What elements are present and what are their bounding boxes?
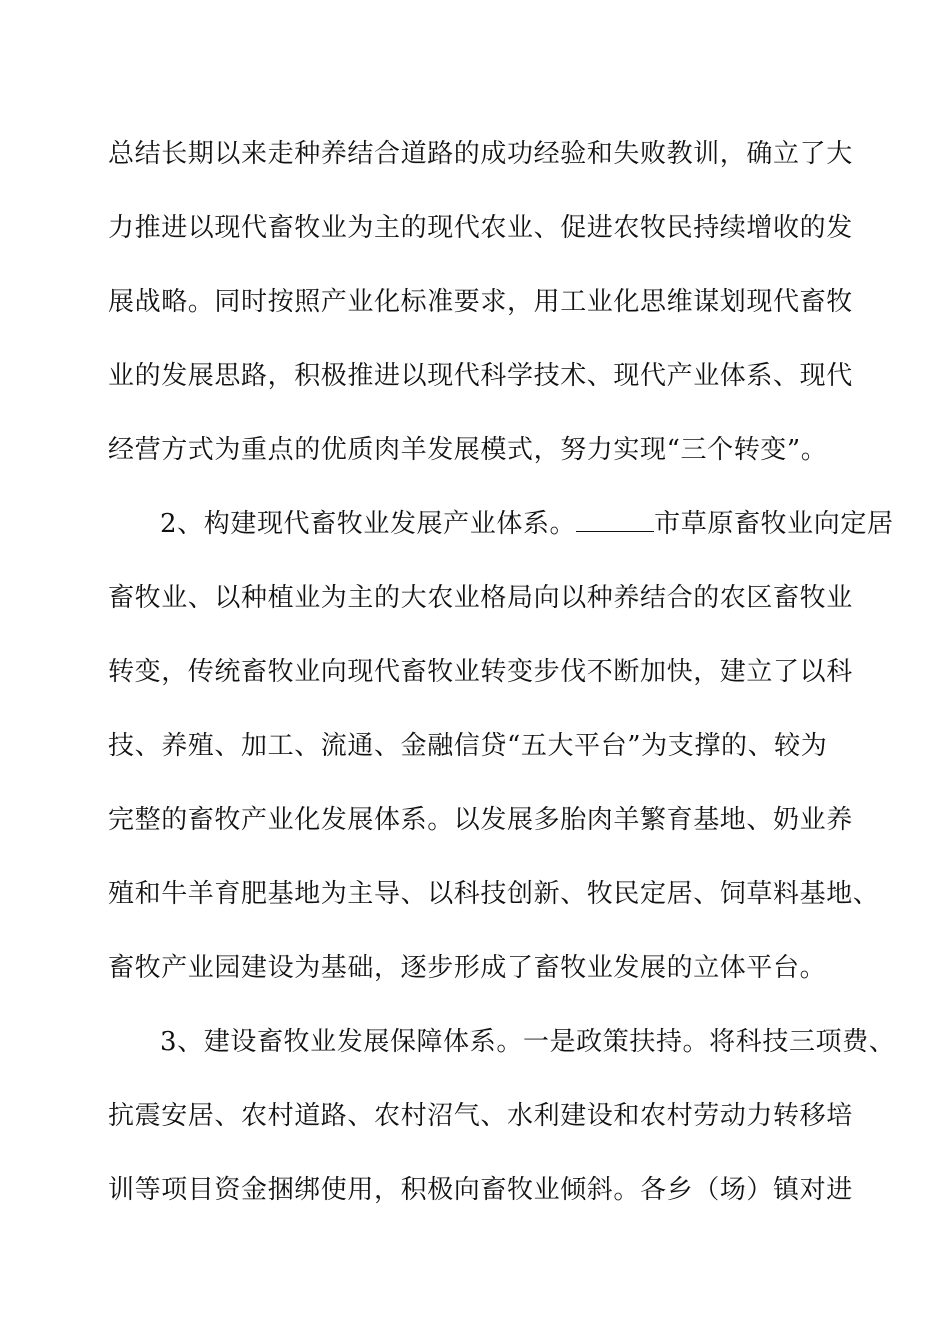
paragraph-line: 完整的畜牧产业化发展体系。以发展多胎肉羊繁育基地、奶业养: [108, 805, 853, 835]
blank-underline: [576, 509, 654, 532]
paragraph-line: 总结长期以来走种养结合道路的成功经验和失败教训，确立了大: [108, 139, 853, 169]
section-2-continuation: 市草原畜牧业向定居: [654, 509, 894, 539]
paragraph-line: 技、养殖、加工、流通、金融信贷“五大平台”为支撑的、较为: [108, 731, 828, 761]
paragraph-line: 转变，传统畜牧业向现代畜牧业转变步伐不断加快，建立了以科: [108, 657, 853, 687]
paragraph-line: 殖和牛羊育肥基地为主导、以科技创新、牧民定居、饲草料基地、: [108, 879, 880, 909]
paragraph-line: 训等项目资金捆绑使用，积极向畜牧业倾斜。各乡（场）镇对进: [108, 1175, 853, 1205]
paragraph-line: 展战略。同时按照产业化标准要求，用工业化思维谋划现代畜牧: [108, 287, 853, 317]
section-3-first-line: 3、建设畜牧业发展保障体系。一是政策扶持。将科技三项费、: [160, 1027, 896, 1057]
paragraph-line: 抗震安居、农村道路、农村沼气、水利建设和农村劳动力转移培: [108, 1101, 853, 1131]
paragraph-line: 畜牧产业园建设为基础，逐步形成了畜牧业发展的立体平台。: [108, 953, 827, 983]
section-2-heading: 2、构建现代畜牧业发展产业体系。: [160, 509, 577, 539]
section-2-first-line: [160, 508, 894, 540]
paragraph-line: 力推进以现代畜牧业为主的现代农业、促进农牧民持续增收的发: [108, 213, 853, 243]
paragraph-line: 业的发展思路，积极推进以现代科学技术、现代产业体系、现代: [108, 361, 853, 391]
paragraph-line: 畜牧业、以种植业为主的大农业格局向以种养结合的农区畜牧业: [108, 583, 853, 613]
paragraph-line: 经营方式为重点的优质肉羊发展模式，努力实现“三个转变”。: [108, 435, 828, 465]
